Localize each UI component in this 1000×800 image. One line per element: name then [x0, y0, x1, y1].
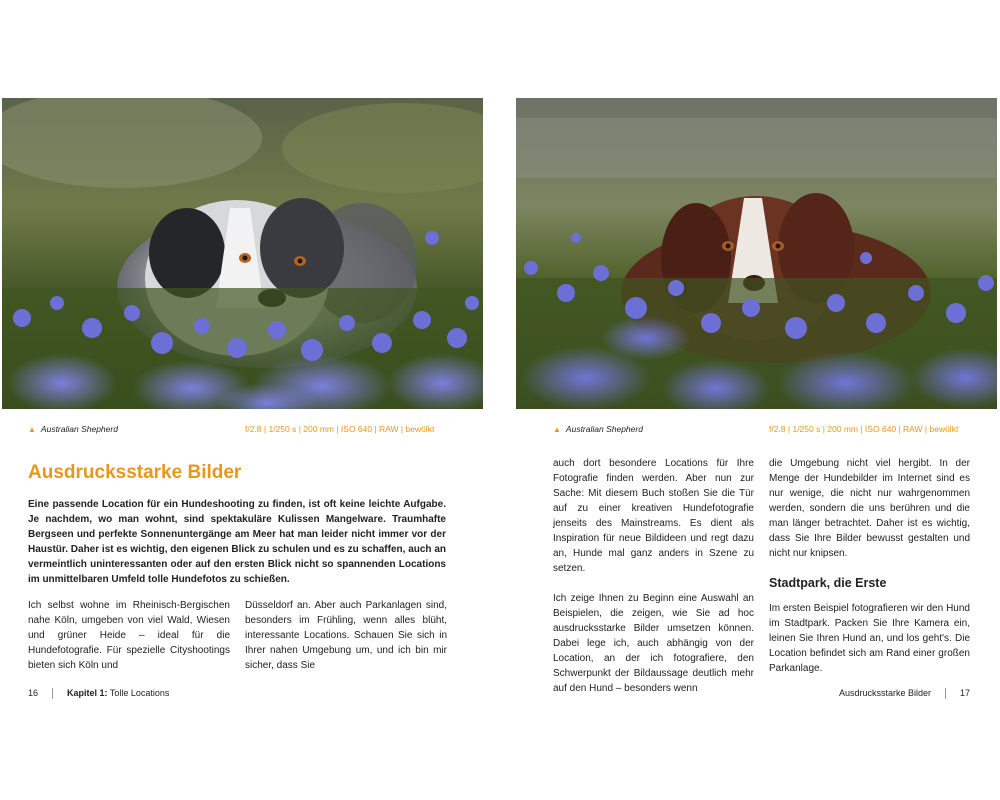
section-title: Ausdrucksstarke Bilder — [838, 688, 931, 698]
footer-divider — [945, 688, 946, 699]
left-photo-caption — [28, 424, 118, 435]
body-paragraph: Düsseldorf an. Aber auch Parkanlagen sind, besonders im Frühling, wenn alles blüht, interessante Locations. Schauen Sie sich in Ihrer nahen Umgebung um, und ich bin mir sicher, dass Sie — [245, 600, 447, 671]
photo-red-australian-shepherd — [516, 98, 997, 409]
page-number: 16 — [28, 688, 39, 698]
photo-blue-merle-australian-shepherd — [2, 98, 483, 409]
caption-triangle-icon: ▲ — [553, 425, 561, 434]
left-page-footer — [28, 687, 169, 699]
subheading: Stadtpark, die Erste — [769, 576, 887, 590]
body-column-1 — [28, 598, 230, 673]
body-paragraph: die Umgebung nicht viel hergibt. In der Menge der Hundebilder im Internet sind es nur wenige, die nicht nur wahrgenommen werden, sondern die uns berühren und die man länger betrachtet. Daher ist es wichtig, dass Sie Ihre Bilder bewusst gestalten und nicht nur knipsen. — [769, 458, 970, 559]
body-paragraph: Ich selbst wohne im Rheinisch-Bergischen nahe Köln, umgeben von viel Wald, Wiesen und grüner Heide – ideal für die Hundefotografie. Für spezielle Cityshootings bieten sich Köln und — [28, 600, 230, 671]
body-column-2 — [245, 598, 447, 673]
right-page-footer — [839, 687, 970, 699]
right-photo-camera-settings: f/2.8 | 1/250 s | 200 mm | ISO 640 | RAW | bewölkt — [769, 424, 959, 434]
body-paragraph: Im ersten Beispiel fotografieren wir den Hund im Stadtpark. Packen Sie Ihre Kamera ein, leinen Sie Ihren Hund an, und los geht's. Die Location befindet sich am Rand einer großen Parkanlage. — [769, 603, 970, 674]
body-paragraph: Ich zeige Ihnen zu Beginn eine Auswahl an Beispielen, die zeigen, wie Sie ad hoc ausdrucksstarke Bilder umsetzen können. Dabei lege ich, auch abhängig von der Location, an der ich fotografiere, den Schwerpunkt der Bildaussage deutlich mehr auf den Hund – besonders wenn — [553, 593, 754, 694]
chapter-title: Tolle Locations — [109, 688, 170, 698]
right-photo-caption — [553, 424, 643, 435]
footer-divider — [52, 688, 53, 699]
lead-paragraph: Eine passende Location für ein Hundeshooting zu finden, ist oft keine leichte Aufgabe. Je nachdem, wo man wohnt, sind spektakuläre Kulissen Mangelware. Traumhafte Bergseen und perfekte Sonnenuntergänge am Meer hat man leider nicht immer vor der Haustür. Daher ist es wichtig, den eigenen Blick zu schulen und es zu schaffen, auch an vermeintlich uninteressanten oder auf den ersten Blick nicht so spannenden Locations im unmittelbaren Umfeld tolle Hundefotos zu schießen. — [28, 499, 446, 585]
body-column-3 — [553, 456, 754, 696]
body-paragraph: auch dort besondere Locations für Ihre Fotografie finden werden. Aber nun zur Sache: Mit diesem Buch stoßen Sie die Tür auf zu einer kreativen Hundefotografie jenseits des Mainstreams. Es dient als Inspiration für neue Bildideen und regt dazu an, Hunde mal ganz anders in Szene zu setzen. — [553, 458, 754, 574]
caption-breed: Australian Shepherd — [565, 424, 643, 434]
left-photo-camera-settings: f/2.8 | 1/250 s | 200 mm | ISO 640 | RAW | bewölkt — [245, 424, 435, 434]
caption-triangle-icon: ▲ — [28, 425, 36, 434]
caption-breed: Australian Shepherd — [40, 424, 118, 434]
page-number: 17 — [959, 688, 970, 698]
body-column-4 — [769, 456, 970, 676]
section-heading: Ausdrucksstarke Bilder — [28, 462, 242, 483]
chapter-label: Kapitel 1: — [67, 688, 108, 698]
